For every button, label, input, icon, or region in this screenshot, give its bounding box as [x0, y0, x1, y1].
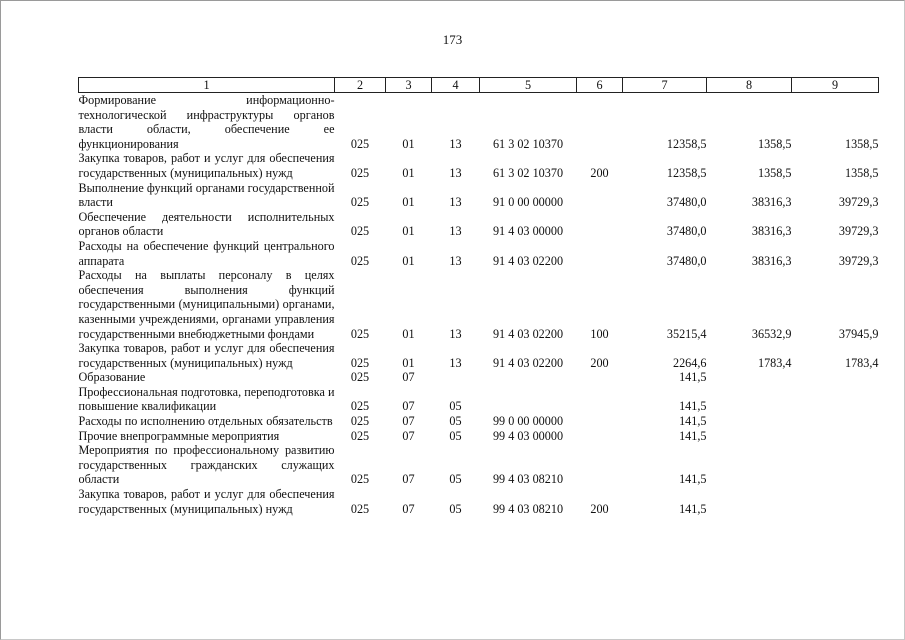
row-target-article: 91 4 03 00000: [492, 224, 564, 239]
row-expense-type: [577, 414, 623, 429]
row-target-article: 91 4 03 02200: [492, 355, 564, 370]
row-subsection: 05: [449, 472, 462, 487]
table-row: [79, 239, 879, 268]
row-amount-year3: 39729,3: [838, 224, 879, 239]
header-cell: 9: [792, 78, 879, 93]
row-expense-type: 200: [590, 165, 609, 180]
table-row: [79, 341, 879, 370]
row-amount-year1: 141,5: [679, 399, 707, 414]
table-row: [79, 370, 879, 385]
table-row: [79, 151, 879, 180]
row-amount-year3: 1783,4: [844, 355, 879, 370]
row-description: Образование: [78, 370, 146, 385]
row-amount-year2: 38316,3: [751, 224, 792, 239]
row-amount-year3: 37945,9: [838, 326, 879, 341]
row-expense-type: [577, 93, 623, 152]
row-amount-year2: 1358,5: [757, 165, 792, 180]
row-description: Профессиональная подготовка, переподготовка и повышение квалификации: [78, 384, 335, 414]
row-amount-year2: 1358,5: [757, 136, 792, 151]
header-cell: 5: [480, 78, 577, 93]
row-subsection: 13: [449, 253, 462, 268]
row-target-article: 61 3 02 10370: [492, 165, 564, 180]
row-amount-year2: 38316,3: [751, 195, 792, 210]
row-section: 01: [402, 136, 415, 151]
row-expense-type: [577, 181, 623, 210]
row-section: 07: [402, 399, 415, 414]
table-row: [79, 487, 879, 516]
header-cell: 2: [335, 78, 386, 93]
row-subsection: [432, 370, 480, 385]
row-expense-type: 200: [590, 355, 609, 370]
header-cell: 4: [432, 78, 480, 93]
row-admin-code: 025: [350, 428, 370, 443]
row-amount-year1: 35215,4: [666, 326, 707, 341]
table-row: [79, 414, 879, 429]
row-expense-type: [577, 239, 623, 268]
row-admin-code: 025: [350, 501, 370, 516]
row-description: Расходы по исполнению отдельных обязательств: [78, 414, 333, 429]
row-admin-code: 025: [350, 414, 370, 429]
table-row: [79, 210, 879, 239]
table-row: [79, 268, 879, 341]
row-amount-year3: [792, 385, 879, 414]
row-target-article: 99 4 03 08210: [492, 472, 564, 487]
row-amount-year1: 2264,6: [672, 355, 707, 370]
row-subsection: 05: [449, 501, 462, 516]
row-admin-code: 025: [350, 355, 370, 370]
budget-table: [78, 77, 879, 516]
row-description: Закупка товаров, работ и услуг для обеспечения государственных (муниципальных) нужд: [78, 151, 335, 180]
row-subsection: 13: [449, 165, 462, 180]
table-row: [79, 429, 879, 444]
row-amount-year1: 141,5: [679, 472, 707, 487]
row-expense-type: 100: [590, 326, 609, 341]
row-admin-code: 025: [350, 136, 370, 151]
row-amount-year1: 141,5: [679, 501, 707, 516]
row-description: Выполнение функций органами государственной власти: [78, 180, 335, 210]
table-row: [79, 93, 879, 152]
row-amount-year2: [707, 385, 792, 414]
row-amount-year1: 141,5: [679, 370, 707, 385]
row-section: 07: [402, 501, 415, 516]
row-description: Закупка товаров, работ и услуг для обеспечения государственных (муниципальных) нужд: [78, 341, 335, 370]
row-description: Расходы на обеспечение функций центрального аппарата: [78, 238, 335, 268]
row-expense-type: [577, 385, 623, 414]
row-target-article: 99 4 03 00000: [492, 428, 564, 443]
row-description: Обеспечение деятельности исполнительных органов области: [78, 209, 335, 239]
row-amount-year3: [792, 414, 879, 429]
row-section: 07: [402, 428, 415, 443]
row-expense-type: 200: [590, 501, 609, 516]
row-amount-year1: 12358,5: [666, 136, 707, 151]
row-amount-year2: [707, 414, 792, 429]
table-row: [79, 443, 879, 487]
row-admin-code: 025: [350, 472, 370, 487]
row-description: Формирование информационно-технологической инфраструктуры органов власти области, обеспечение ее функционирования: [78, 93, 335, 151]
header-cell: 1: [79, 78, 335, 93]
row-section: 01: [402, 326, 415, 341]
row-target-article: 91 4 03 02200: [492, 253, 564, 268]
header-row: [79, 78, 879, 93]
row-amount-year2: 36532,9: [751, 326, 792, 341]
row-description: Мероприятия по профессиональному развитию государственных гражданских служащих области: [78, 443, 335, 487]
row-target-article: 91 4 03 02200: [492, 326, 564, 341]
row-subsection: 13: [449, 224, 462, 239]
row-admin-code: 025: [350, 326, 370, 341]
row-subsection: 13: [449, 136, 462, 151]
row-amount-year1: 37480,0: [666, 224, 707, 239]
row-admin-code: 025: [350, 165, 370, 180]
row-amount-year1: 37480,0: [666, 195, 707, 210]
row-admin-code: 025: [350, 195, 370, 210]
row-target-article: [480, 370, 577, 385]
row-expense-type: [577, 370, 623, 385]
row-target-article: 91 0 00 00000: [492, 195, 564, 210]
header-cell: 6: [577, 78, 623, 93]
row-amount-year2: [707, 487, 792, 516]
table-row: [79, 385, 879, 414]
row-section: 07: [402, 472, 415, 487]
row-admin-code: 025: [350, 224, 370, 239]
row-section: 01: [402, 355, 415, 370]
row-subsection: 13: [449, 326, 462, 341]
row-amount-year2: [707, 429, 792, 444]
row-amount-year3: 39729,3: [838, 253, 879, 268]
header-cell: 7: [623, 78, 707, 93]
row-section: 01: [402, 224, 415, 239]
row-target-article: 61 3 02 10370: [492, 136, 564, 151]
row-section: 07: [402, 414, 415, 429]
row-target-article: 99 4 03 08210: [492, 501, 564, 516]
table-body: [79, 93, 879, 517]
row-target-article: [480, 385, 577, 414]
row-amount-year2: [707, 443, 792, 487]
row-amount-year1: 37480,0: [666, 253, 707, 268]
row-amount-year1: 141,5: [679, 414, 707, 429]
row-amount-year1: 12358,5: [666, 165, 707, 180]
row-section: 01: [402, 253, 415, 268]
row-description: Закупка товаров, работ и услуг для обеспечения государственных (муниципальных) нужд: [78, 487, 335, 516]
row-description: Расходы на выплаты персоналу в целях обеспечения выполнения функций государственными (муниципальными) органами, казенными учреждениями, органами управления государственными внебюджетными фондами: [78, 268, 335, 341]
row-subsection: 05: [449, 428, 462, 443]
row-admin-code: 025: [350, 399, 370, 414]
header-cell: 3: [386, 78, 432, 93]
row-amount-year3: 39729,3: [838, 195, 879, 210]
row-section: 01: [402, 165, 415, 180]
row-expense-type: [577, 210, 623, 239]
row-amount-year2: 1783,4: [757, 355, 792, 370]
row-amount-year3: [792, 370, 879, 385]
row-section: 01: [402, 195, 415, 210]
row-amount-year2: 38316,3: [751, 253, 792, 268]
row-amount-year3: 1358,5: [844, 165, 879, 180]
row-subsection: 05: [449, 399, 462, 414]
row-expense-type: [577, 429, 623, 444]
row-amount-year1: 141,5: [679, 428, 707, 443]
row-target-article: 99 0 00 00000: [492, 414, 564, 429]
page-number: 173: [442, 32, 463, 47]
row-subsection: 13: [449, 355, 462, 370]
row-admin-code: 025: [350, 370, 370, 385]
row-expense-type: [577, 443, 623, 487]
row-admin-code: 025: [350, 253, 370, 268]
row-subsection: 13: [449, 195, 462, 210]
row-amount-year3: [792, 429, 879, 444]
row-section: 07: [402, 370, 415, 385]
row-subsection: 05: [449, 414, 462, 429]
row-amount-year3: [792, 487, 879, 516]
header-cell: 8: [707, 78, 792, 93]
row-amount-year2: [707, 370, 792, 385]
row-amount-year3: 1358,5: [844, 136, 879, 151]
table-row: [79, 181, 879, 210]
row-amount-year3: [792, 443, 879, 487]
row-description: Прочие внепрограммные мероприятия: [78, 428, 280, 443]
